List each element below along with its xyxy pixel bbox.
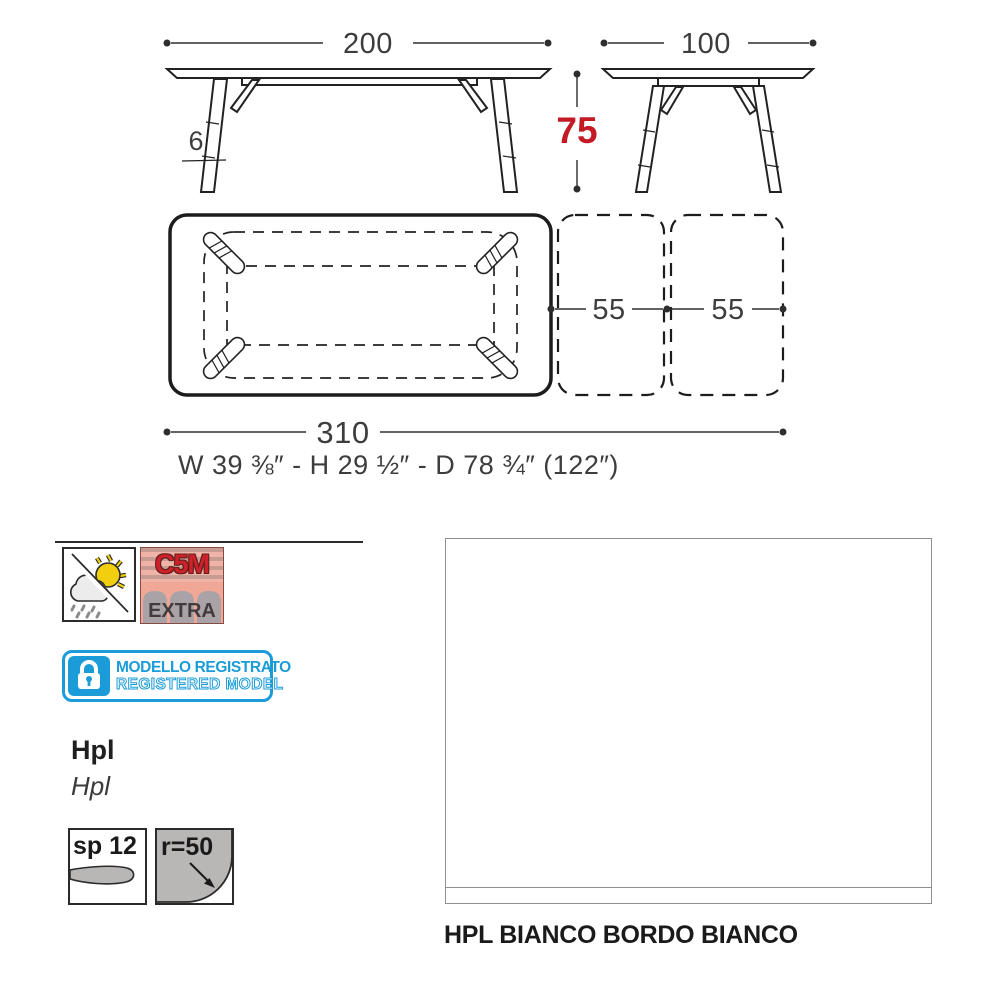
padlock-icon <box>68 656 110 696</box>
dim-front-width-value: 200 <box>343 28 393 60</box>
table-front-view <box>167 69 550 192</box>
dim-leg-thickness-value: 6 <box>188 126 204 156</box>
dimension-side-depth <box>601 28 817 60</box>
outdoor-weather-icon <box>62 547 136 622</box>
c5m-code-label: C5M <box>154 549 209 579</box>
dim-side-depth-value: 100 <box>681 28 731 60</box>
edge-blade-icon <box>70 830 145 903</box>
finish-label: HPL BIANCO BORDO BIANCO <box>444 921 798 949</box>
registered-model-line1: MODELLO REGISTRATO <box>116 658 291 676</box>
table-top-view <box>170 215 783 395</box>
c5m-stripes <box>141 548 223 582</box>
registered-model-badge <box>62 650 291 702</box>
registered-model-line2: REGISTERED MODEL <box>116 676 284 693</box>
c5m-waves <box>141 582 223 623</box>
table-side-view <box>603 69 813 192</box>
corner-radius-shape <box>157 830 232 903</box>
corner-radius-icon <box>155 828 234 905</box>
thickness-profile-icon <box>68 828 147 905</box>
section-divider <box>55 541 363 543</box>
dimension-total-length <box>164 415 787 450</box>
dim-extension1-value: 55 <box>592 294 626 326</box>
c5m-extra-icon <box>140 547 224 624</box>
dimension-extensions <box>548 294 787 326</box>
material-name: Hpl <box>71 735 115 765</box>
thickness-label: sp 12 <box>73 832 137 860</box>
c5m-extra-label: EXTRA <box>148 600 216 622</box>
imperial-dimensions: W 39 ⅜″ - H 29 ½″ - D 78 ¾″ (122″) <box>178 450 619 480</box>
sun-cloud-rain-icon <box>64 549 134 620</box>
dim-extension2-value: 55 <box>711 294 745 326</box>
finish-swatch[interactable] <box>445 538 932 904</box>
dimension-front-width <box>164 28 552 60</box>
swatch-edge-strip <box>446 887 931 903</box>
dimension-height <box>556 71 597 193</box>
material-name-translated: Hpl <box>71 771 111 801</box>
dim-height-value: 75 <box>556 110 598 151</box>
dim-total-length-value: 310 <box>316 415 370 450</box>
radius-label: r=50 <box>161 833 214 861</box>
